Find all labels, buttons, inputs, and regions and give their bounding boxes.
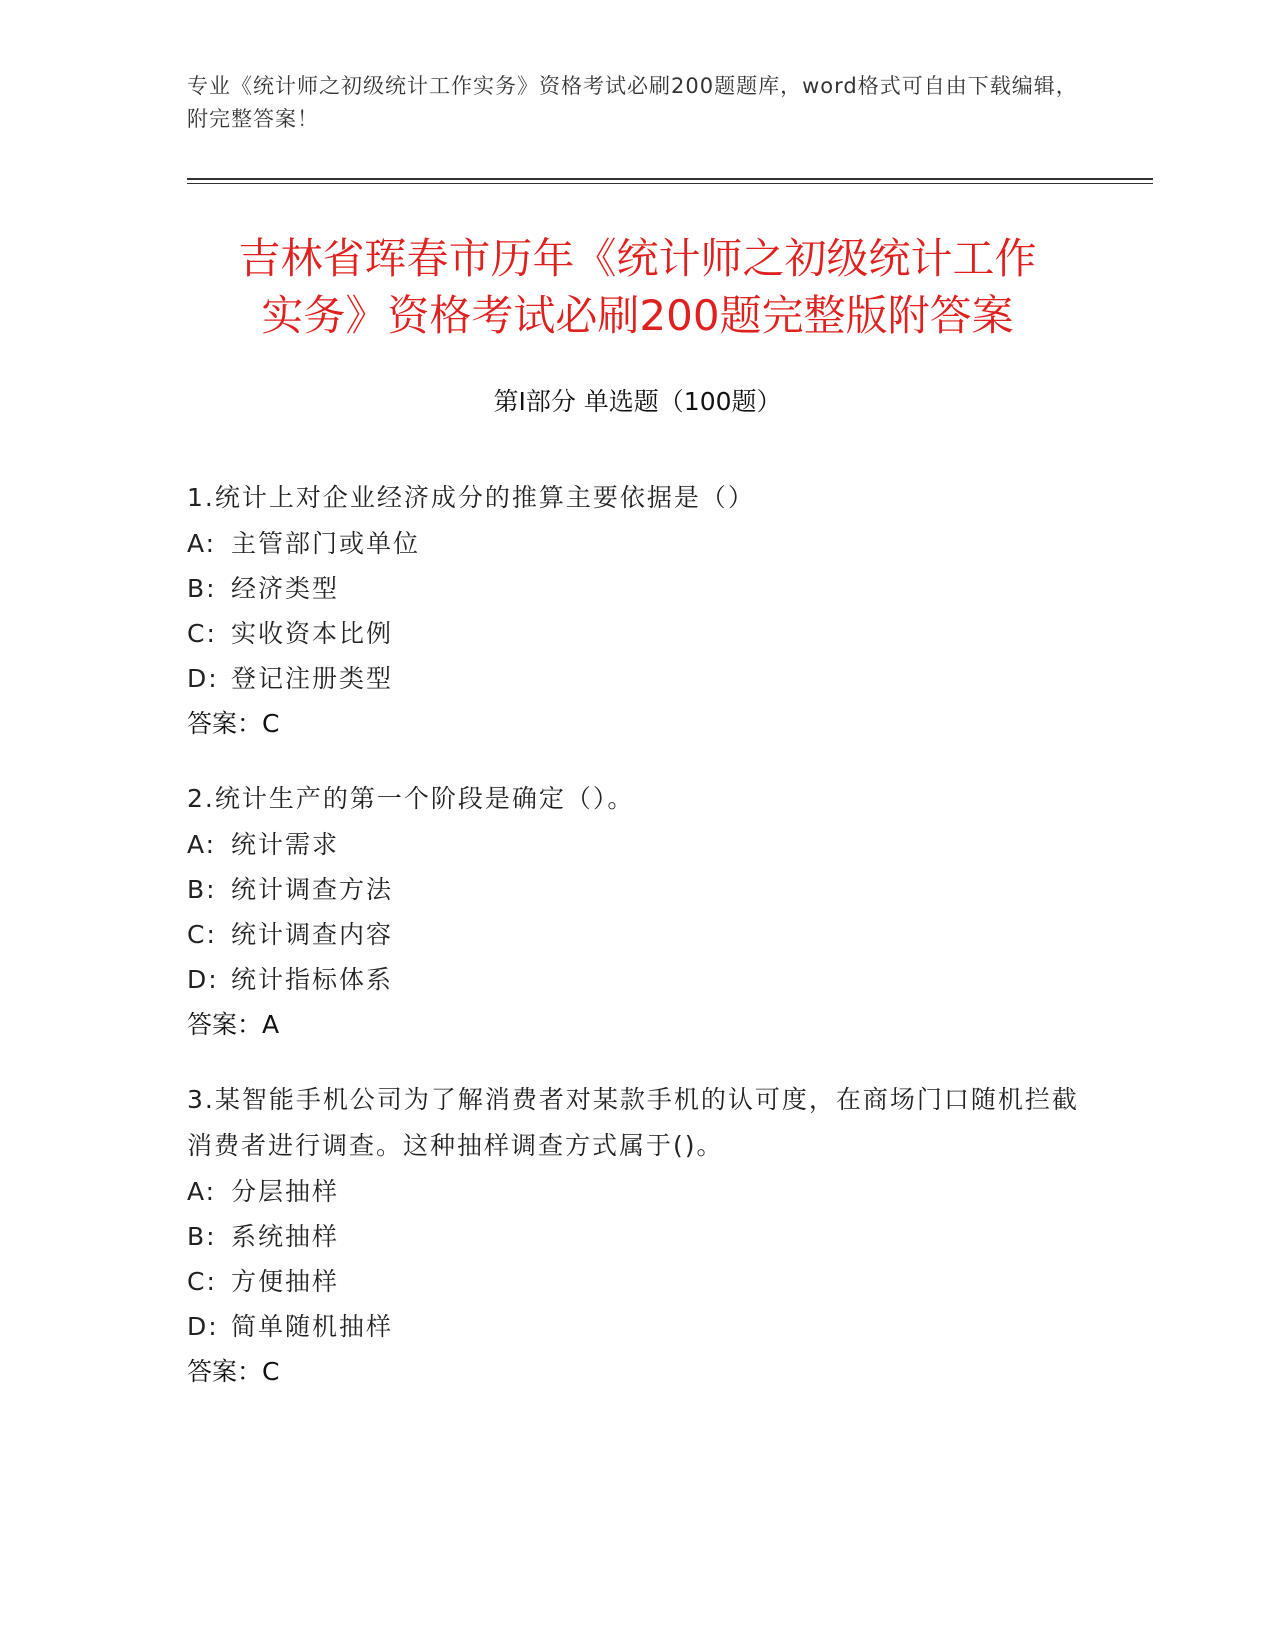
option-text: 登记注册类型 — [231, 664, 394, 693]
header-rule-thick — [187, 178, 1153, 180]
document-title — [150, 230, 1125, 344]
option-d — [187, 656, 1087, 701]
option-c — [187, 912, 1087, 957]
option-text: 方便抽样 — [231, 1267, 340, 1296]
option-d — [187, 957, 1087, 1002]
option-key: B: — [187, 574, 217, 603]
answer: 答案：C — [187, 709, 280, 738]
answer: 答案：C — [187, 1357, 280, 1386]
option-key: A: — [187, 830, 217, 859]
header-note: 专业《统计师之初级统计工作实务》资格考试必刷200题题库，word格式可自由下载编辑，附完整答案！ — [187, 74, 1078, 131]
option-key: A: — [187, 529, 217, 558]
answer: 答案：A — [187, 1010, 280, 1039]
question-text: 3.某智能手机公司为了解消费者对某款手机的认可度，在商场门口随机拦截消费者进行调查。这种抽样调查方式属于()。 — [187, 1085, 1079, 1160]
question-text: 1.统计上对企业经济成分的推算主要依据是（） — [187, 483, 755, 512]
document-title-line-2: 实务》资格考试必刷200题完整版附答案 — [261, 291, 1014, 340]
option-b — [187, 566, 1087, 611]
option-a — [187, 1169, 1087, 1214]
option-text: 经济类型 — [231, 574, 340, 603]
option-text: 统计调查方法 — [231, 875, 394, 904]
option-text: 统计调查内容 — [231, 920, 394, 949]
option-text: 分层抽样 — [231, 1177, 340, 1206]
option-key: B: — [187, 875, 217, 904]
question-3 — [187, 1077, 1087, 1394]
option-c — [187, 1259, 1087, 1304]
option-key: D: — [187, 664, 219, 693]
question-2 — [187, 776, 1087, 1047]
question-1 — [187, 475, 1087, 746]
option-key: C: — [187, 619, 217, 648]
option-key: D: — [187, 1312, 219, 1341]
option-b — [187, 1214, 1087, 1259]
option-key: B: — [187, 1222, 217, 1251]
option-d — [187, 1304, 1087, 1349]
option-text: 统计指标体系 — [231, 965, 394, 994]
option-key: C: — [187, 1267, 217, 1296]
option-text: 系统抽样 — [231, 1222, 340, 1251]
document-title-line-1: 吉林省珲春市历年《统计师之初级统计工作 — [238, 234, 1037, 283]
option-text: 主管部门或单位 — [231, 529, 421, 558]
option-c — [187, 611, 1087, 656]
option-b — [187, 867, 1087, 912]
option-key: D: — [187, 965, 219, 994]
question-list — [187, 475, 1087, 1424]
question-text: 2.统计生产的第一个阶段是确定（）。 — [187, 784, 635, 813]
option-key: C: — [187, 920, 217, 949]
option-text: 实收资本比例 — [231, 619, 394, 648]
option-a — [187, 521, 1087, 566]
header-rule-thin — [187, 183, 1153, 184]
option-text: 简单随机抽样 — [231, 1312, 394, 1341]
option-a — [187, 822, 1087, 867]
option-key: A: — [187, 1177, 217, 1206]
option-text: 统计需求 — [231, 830, 340, 859]
section-title: 第Ⅰ部分 单选题（100题） — [493, 387, 782, 416]
